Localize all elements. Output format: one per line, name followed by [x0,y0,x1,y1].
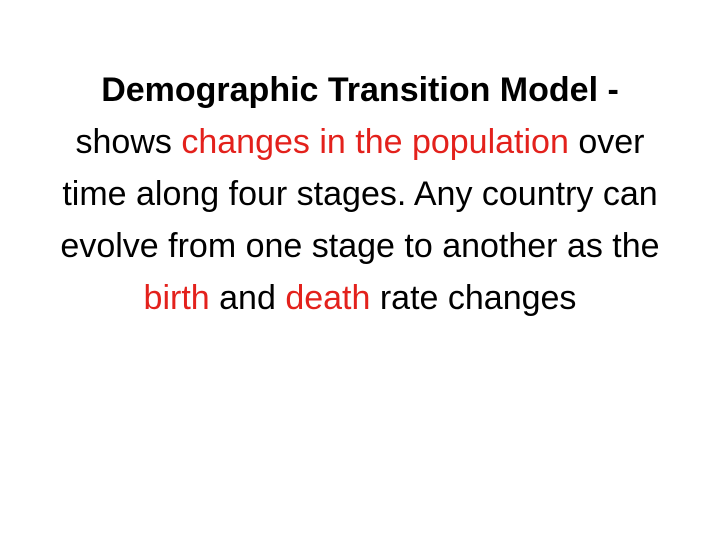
highlight-birth: birth [143,279,210,317]
highlight-death: death [285,279,371,317]
body-text-part1: shows [75,123,182,161]
body-text-part3: over time along four stages. Any country can evolve from one stage to another as the [60,123,660,265]
body-text-part5: and [209,279,286,317]
highlight-changes: changes in the population [181,123,569,161]
body-text-part7: rate changes [370,279,577,317]
slide-title: Demographic Transition Model - [101,71,619,109]
slide-text [40,64,680,324]
